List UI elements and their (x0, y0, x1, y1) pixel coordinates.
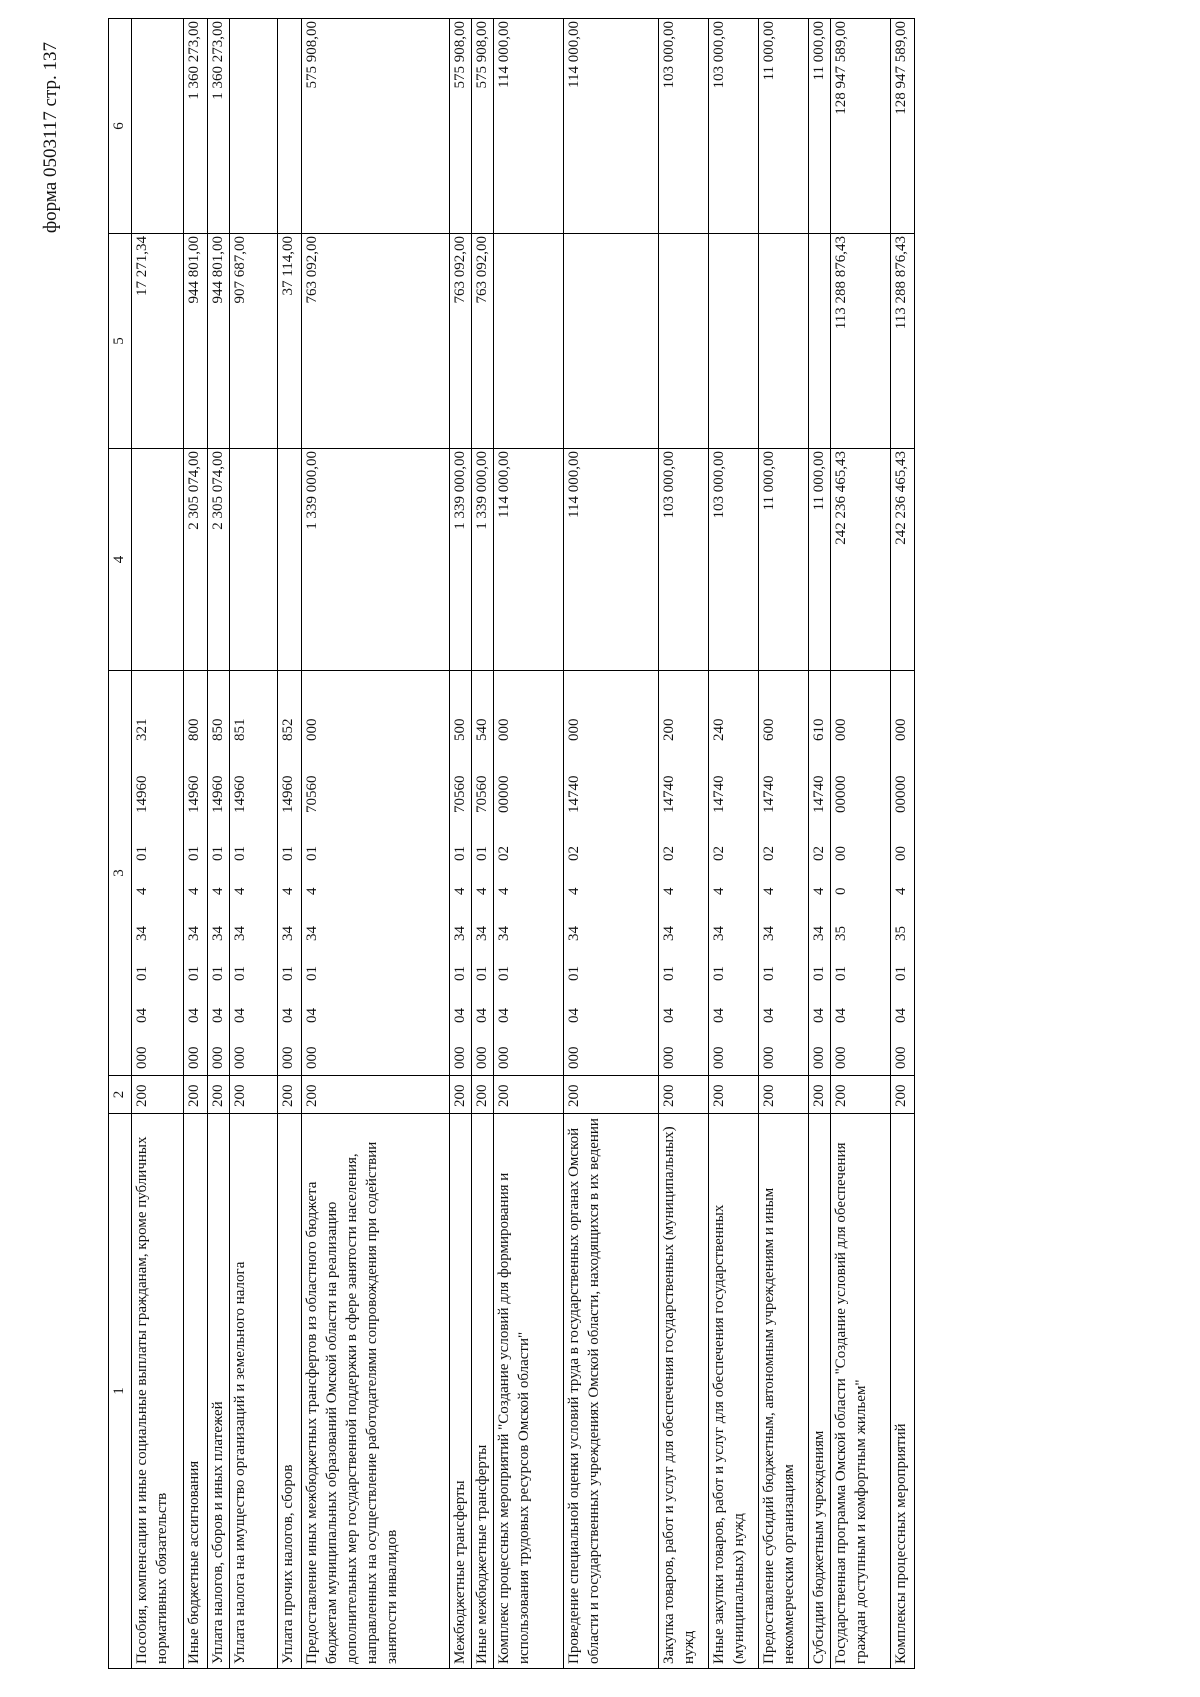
row-budget-code (302, 671, 450, 1076)
code-part: 01 (186, 966, 202, 981)
row-line-code: 200 (709, 1076, 759, 1114)
row-approved: 103 000,00 (659, 449, 709, 671)
code-part: 34 (661, 926, 677, 941)
header-row (109, 19, 132, 1669)
code-part: 000 (304, 718, 320, 741)
code-part: 34 (134, 926, 150, 941)
code-part: 34 (186, 926, 202, 941)
code-part: 000 (304, 1046, 320, 1069)
row-approved (132, 449, 184, 671)
code-part: 04 (232, 1008, 248, 1023)
code-part: 851 (232, 718, 248, 741)
code-part: 01 (711, 966, 727, 981)
row-executed: 944 801,00 (208, 234, 230, 449)
code-part: 04 (474, 1008, 490, 1023)
header-col-5: 5 (109, 234, 132, 449)
code-part: 01 (210, 846, 226, 861)
row-approved: 11 000,00 (759, 449, 809, 671)
row-approved: 242 236 465,43 (891, 449, 915, 671)
code-part: 0 (833, 887, 849, 895)
row-line-code: 200 (564, 1076, 659, 1114)
code-part: 4 (210, 887, 226, 895)
row-line-code: 200 (809, 1076, 831, 1114)
code-part: 14960 (210, 775, 226, 813)
code-part: 01 (134, 966, 150, 981)
code-part: 000 (711, 1046, 727, 1069)
code-part: 000 (452, 1046, 468, 1069)
code-part: 14740 (761, 775, 777, 813)
row-executed (494, 234, 564, 449)
row-line-code: 200 (230, 1076, 278, 1114)
code-part: 14960 (280, 775, 296, 813)
table-row (278, 19, 302, 1669)
row-name: Субсидии бюджетным учреждениям (809, 1114, 831, 1669)
row-approved: 242 236 465,43 (831, 449, 891, 671)
row-executed: 763 092,00 (450, 234, 472, 449)
code-part: 200 (661, 718, 677, 741)
row-budget-code (132, 671, 184, 1076)
row-line-code: 200 (759, 1076, 809, 1114)
code-part: 000 (893, 1046, 909, 1069)
header-col-3: 3 (109, 671, 132, 1076)
code-part: 02 (496, 846, 512, 861)
code-part: 540 (474, 718, 490, 741)
budget-table (108, 18, 915, 1669)
row-executed: 944 801,00 (184, 234, 208, 449)
code-part: 00 (833, 846, 849, 861)
row-approved: 103 000,00 (709, 449, 759, 671)
row-unexecuted (230, 19, 278, 234)
code-part: 4 (661, 887, 677, 895)
code-part: 01 (811, 966, 827, 981)
code-part: 321 (134, 718, 150, 741)
row-executed: 17 271,34 (132, 234, 184, 449)
code-part: 4 (452, 887, 468, 895)
row-budget-code (659, 671, 709, 1076)
code-part: 14740 (661, 775, 677, 813)
code-part: 01 (566, 966, 582, 981)
row-executed: 113 288 876,43 (831, 234, 891, 449)
row-unexecuted: 575 908,00 (450, 19, 472, 234)
code-part: 01 (280, 846, 296, 861)
code-part: 14740 (566, 775, 582, 813)
code-part: 01 (186, 846, 202, 861)
row-budget-code (208, 671, 230, 1076)
row-budget-code (230, 671, 278, 1076)
row-executed: 37 114,00 (278, 234, 302, 449)
row-unexecuted: 575 908,00 (472, 19, 494, 234)
row-approved: 2 305 074,00 (184, 449, 208, 671)
code-part: 04 (661, 1008, 677, 1023)
code-part: 02 (566, 846, 582, 861)
row-name: Предоставление иных межбюджетных трансфертов из областного бюджета бюджетам муниципальных образований Омской области на реализацию дополнительных мер государственной поддержки в сфере занятости населения, направленных на осуществление работодателями сопровождения при содействии занятости инвалидов (302, 1114, 450, 1669)
row-approved: 114 000,00 (564, 449, 659, 671)
table-row (831, 19, 891, 1669)
code-part: 4 (186, 887, 202, 895)
row-unexecuted: 114 000,00 (494, 19, 564, 234)
code-part: 70560 (304, 775, 320, 813)
code-part: 4 (304, 887, 320, 895)
code-part: 01 (474, 966, 490, 981)
table-row (132, 19, 184, 1669)
row-name: Проведение специальной оценки условий труда в государственных органах Омской области и государственных учреждениях Омской области, находящихся в их ведении (564, 1114, 659, 1669)
code-part: 34 (452, 926, 468, 941)
row-line-code: 200 (132, 1076, 184, 1114)
code-part: 04 (452, 1008, 468, 1023)
row-line-code: 200 (472, 1076, 494, 1114)
table-row (450, 19, 472, 1669)
code-part: 14960 (186, 775, 202, 813)
row-budget-code (450, 671, 472, 1076)
code-part: 000 (232, 1046, 248, 1069)
code-part: 14960 (232, 775, 248, 813)
code-part: 34 (210, 926, 226, 941)
code-part: 34 (474, 926, 490, 941)
code-part: 04 (496, 1008, 512, 1023)
code-part: 04 (711, 1008, 727, 1023)
code-part: 04 (566, 1008, 582, 1023)
code-part: 04 (210, 1008, 226, 1023)
code-part: 01 (232, 966, 248, 981)
header-col-4: 4 (109, 449, 132, 671)
table-row (891, 19, 915, 1669)
code-part: 04 (134, 1008, 150, 1023)
code-part: 000 (186, 1046, 202, 1069)
code-part: 04 (304, 1008, 320, 1023)
code-part: 4 (761, 887, 777, 895)
row-executed (709, 234, 759, 449)
row-line-code: 200 (184, 1076, 208, 1114)
code-part: 01 (280, 966, 296, 981)
row-budget-code (809, 671, 831, 1076)
code-part: 4 (711, 887, 727, 895)
row-budget-code (831, 671, 891, 1076)
code-part: 4 (496, 887, 512, 895)
code-part: 04 (893, 1008, 909, 1023)
row-budget-code (184, 671, 208, 1076)
code-part: 34 (232, 926, 248, 941)
row-executed: 763 092,00 (302, 234, 450, 449)
row-name: Иные закупки товаров, работ и услуг для обеспечения государственных (муниципальных) нужд (709, 1114, 759, 1669)
code-part: 04 (280, 1008, 296, 1023)
row-executed (564, 234, 659, 449)
row-budget-code (891, 671, 915, 1076)
row-unexecuted: 11 000,00 (759, 19, 809, 234)
row-line-code: 200 (891, 1076, 915, 1114)
code-part: 01 (496, 966, 512, 981)
code-part: 01 (210, 966, 226, 981)
row-line-code: 200 (450, 1076, 472, 1114)
code-part: 02 (661, 846, 677, 861)
code-part: 04 (833, 1008, 849, 1023)
table-row (809, 19, 831, 1669)
code-part: 000 (811, 1046, 827, 1069)
row-approved: 1 339 000,00 (302, 449, 450, 671)
row-unexecuted: 103 000,00 (659, 19, 709, 234)
form-label: форма 0503117 стр. 137 (40, 42, 61, 234)
code-part: 70560 (474, 775, 490, 813)
row-budget-code (494, 671, 564, 1076)
row-budget-code (278, 671, 302, 1076)
table-row (564, 19, 659, 1669)
row-unexecuted (132, 19, 184, 234)
code-part: 14740 (711, 775, 727, 813)
table-body (132, 19, 915, 1669)
row-budget-code (472, 671, 494, 1076)
code-part: 02 (761, 846, 777, 861)
row-unexecuted: 128 947 589,00 (831, 19, 891, 234)
row-name: Комплексы процессных мероприятий (891, 1114, 915, 1669)
code-part: 000 (661, 1046, 677, 1069)
row-approved (278, 449, 302, 671)
code-part: 4 (811, 887, 827, 895)
code-part: 240 (711, 718, 727, 741)
row-name: Пособия, компенсации и иные социальные выплаты гражданам, кроме публичных нормативных обязательств (132, 1114, 184, 1669)
row-line-code: 200 (278, 1076, 302, 1114)
code-part: 01 (893, 966, 909, 981)
row-approved (230, 449, 278, 671)
row-unexecuted: 575 908,00 (302, 19, 450, 234)
row-name: Государственная программа Омской области "Создание условий для обеспечения граждан доступным и комфортным жильем" (831, 1114, 891, 1669)
code-part: 01 (474, 846, 490, 861)
code-part: 04 (761, 1008, 777, 1023)
code-part: 34 (304, 926, 320, 941)
code-part: 01 (304, 966, 320, 981)
code-part: 000 (893, 718, 909, 741)
row-executed (659, 234, 709, 449)
header-col-1: 1 (109, 1114, 132, 1669)
code-part: 000 (833, 718, 849, 741)
code-part: 000 (280, 1046, 296, 1069)
row-name: Иные межбюджетные трансферты (472, 1114, 494, 1669)
code-part: 35 (893, 926, 909, 941)
code-part: 852 (280, 718, 296, 741)
code-part: 000 (566, 718, 582, 741)
row-name: Предоставление субсидий бюджетным, автономным учреждениям и иным некоммерческим организациям (759, 1114, 809, 1669)
code-part: 01 (833, 966, 849, 981)
code-part: 850 (210, 718, 226, 741)
row-unexecuted: 1 360 273,00 (208, 19, 230, 234)
table-row (494, 19, 564, 1669)
row-name: Уплата налогов, сборов и иных платежей (208, 1114, 230, 1669)
code-part: 00000 (496, 775, 512, 813)
code-part: 000 (474, 1046, 490, 1069)
row-name: Закупка товаров, работ и услуг для обеспечения государственных (муниципальных) нужд (659, 1114, 709, 1669)
row-unexecuted: 103 000,00 (709, 19, 759, 234)
code-part: 4 (280, 887, 296, 895)
row-approved: 1 339 000,00 (472, 449, 494, 671)
row-approved: 1 339 000,00 (450, 449, 472, 671)
code-part: 500 (452, 718, 468, 741)
code-part: 4 (566, 887, 582, 895)
row-name: Иные бюджетные ассигнования (184, 1114, 208, 1669)
table-row (659, 19, 709, 1669)
code-part: 02 (711, 846, 727, 861)
row-name: Уплата налога на имущество организаций и земельного налога (230, 1114, 278, 1669)
code-part: 600 (761, 718, 777, 741)
row-approved: 2 305 074,00 (208, 449, 230, 671)
code-part: 000 (761, 1046, 777, 1069)
row-unexecuted: 11 000,00 (809, 19, 831, 234)
code-part: 01 (134, 846, 150, 861)
code-part: 00000 (893, 775, 909, 813)
code-part: 14960 (134, 775, 150, 813)
row-line-code: 200 (831, 1076, 891, 1114)
code-part: 01 (304, 846, 320, 861)
row-line-code: 200 (659, 1076, 709, 1114)
row-executed (809, 234, 831, 449)
code-part: 4 (134, 887, 150, 895)
code-part: 00000 (833, 775, 849, 813)
header-col-2: 2 (109, 1076, 132, 1114)
row-executed: 113 288 876,43 (891, 234, 915, 449)
code-part: 34 (711, 926, 727, 941)
row-executed: 763 092,00 (472, 234, 494, 449)
code-part: 01 (661, 966, 677, 981)
row-unexecuted: 114 000,00 (564, 19, 659, 234)
code-part: 610 (811, 718, 827, 741)
code-part: 70560 (452, 775, 468, 813)
code-part: 4 (474, 887, 490, 895)
code-part: 02 (811, 846, 827, 861)
table-row (230, 19, 278, 1669)
code-part: 000 (496, 1046, 512, 1069)
row-unexecuted: 128 947 589,00 (891, 19, 915, 234)
table-row (709, 19, 759, 1669)
code-part: 01 (232, 846, 248, 861)
code-part: 34 (280, 926, 296, 941)
table-row (302, 19, 450, 1669)
code-part: 34 (811, 926, 827, 941)
row-name: Уплата прочих налогов, сборов (278, 1114, 302, 1669)
code-part: 34 (566, 926, 582, 941)
code-part: 000 (833, 1046, 849, 1069)
code-part: 01 (761, 966, 777, 981)
row-unexecuted (278, 19, 302, 234)
code-part: 34 (496, 926, 512, 941)
row-line-code: 200 (208, 1076, 230, 1114)
row-approved: 114 000,00 (494, 449, 564, 671)
row-budget-code (709, 671, 759, 1076)
row-line-code: 200 (494, 1076, 564, 1114)
row-name: Комплекс процессных мероприятий "Создание условий для формирования и использования трудовых ресурсов Омской области" (494, 1114, 564, 1669)
code-part: 000 (210, 1046, 226, 1069)
code-part: 35 (833, 926, 849, 941)
table-row (184, 19, 208, 1669)
code-part: 000 (496, 718, 512, 741)
row-unexecuted: 1 360 273,00 (184, 19, 208, 234)
code-part: 14740 (811, 775, 827, 813)
row-line-code: 200 (302, 1076, 450, 1114)
code-part: 4 (232, 887, 248, 895)
table-row (208, 19, 230, 1669)
code-part: 01 (452, 846, 468, 861)
row-executed (759, 234, 809, 449)
code-part: 04 (186, 1008, 202, 1023)
code-part: 800 (186, 718, 202, 741)
code-part: 34 (761, 926, 777, 941)
code-part: 00 (893, 846, 909, 861)
row-executed: 907 687,00 (230, 234, 278, 449)
row-approved: 11 000,00 (809, 449, 831, 671)
code-part: 04 (811, 1008, 827, 1023)
row-name: Межбюджетные трансферты (450, 1114, 472, 1669)
table-row (472, 19, 494, 1669)
header-col-6: 6 (109, 19, 132, 234)
code-part: 4 (893, 887, 909, 895)
row-budget-code (759, 671, 809, 1076)
code-part: 01 (452, 966, 468, 981)
code-part: 000 (134, 1046, 150, 1069)
code-part: 000 (566, 1046, 582, 1069)
table-row (759, 19, 809, 1669)
row-budget-code (564, 671, 659, 1076)
